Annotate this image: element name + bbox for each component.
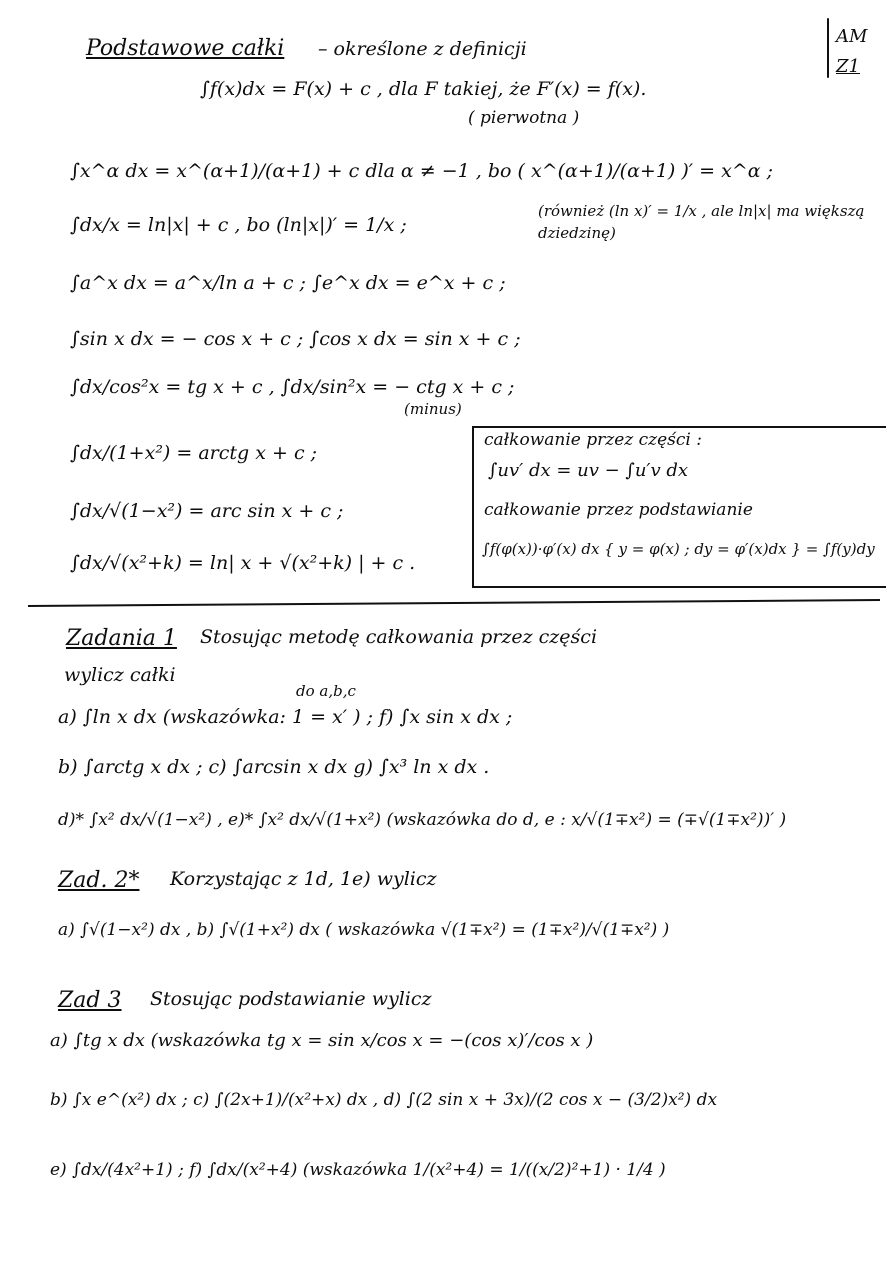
task2-line: a) ∫√(1−x²) dx , b) ∫√(1+x²) dx ( wskazówka √(1∓x²) = (1∓x²)/√(1∓x²) ): [58, 920, 670, 940]
task1-line-3: d)* ∫x² dx/√(1−x²) , e)* ∫x² dx/√(1+x²) (wskazówka do d, e : x/√(1∓x²) = (∓√(1∓x²))′ ): [58, 810, 787, 830]
task1-line-2: b) ∫arctg x dx ; c) ∫arcsin x dx g) ∫x³ ln x dx .: [58, 756, 490, 778]
section-title: Podstawowe całki: [86, 36, 285, 61]
subst-formula: ∫f(φ(x))·φ′(x) dx { y = φ(x) ; dy = φ′(x)dx } = ∫f(y)dy: [482, 540, 875, 558]
formula-arcsin: ∫dx/√(1−x²) = arc sin x + c ;: [70, 500, 344, 522]
formula-arctg: ∫dx/(1+x²) = arctg x + c ;: [70, 442, 318, 464]
minus-note: (minus): [404, 400, 462, 418]
definition-note: ( pierwotna ): [468, 108, 580, 128]
task3-line-2: b) ∫x e^(x²) dx ; c) ∫(2x+1)/(x²+x) dx , d) ∫(2 sin x + 3x)/(2 cos x − (3/2)x²) dx: [50, 1090, 718, 1110]
task2-intro: Korzystając z 1d, 1e) wylicz: [170, 868, 437, 890]
subst-title: całkowanie przez podstawianie: [484, 500, 753, 520]
formula-sin-cos: ∫sin x dx = − cos x + c ; ∫cos x dx = sin x + c ;: [70, 328, 521, 350]
task1-intro: Stosując metodę całkowania przez części: [200, 626, 598, 648]
formula-power: ∫x^α dx = x^(α+1)/(α+1) + c dla α ≠ −1 , bo ( x^(α+1)/(α+1) )′ = x^α ;: [70, 160, 774, 182]
task1-line-1: a) ∫ln x dx (wskazówka: 1 = x′ ) ; f) ∫x sin x dx ;: [58, 706, 513, 728]
definition: ∫f(x)dx = F(x) + c , dla F takiej, że F′(x) = f(x).: [200, 78, 647, 100]
formula-tg-ctg: ∫dx/cos²x = tg x + c , ∫dx/sin²x = − ctg x + c ;: [70, 376, 515, 398]
parts-formula: ∫uv′ dx = uv − ∫u′v dx: [488, 460, 689, 481]
formula-exponential: ∫a^x dx = a^x/ln a + c ; ∫e^x dx = e^x + c ;: [70, 272, 506, 294]
task3-line-1: a) ∫tg x dx (wskazówka tg x = sin x/cos x = −(cos x)′/cos x ): [50, 1030, 594, 1051]
formula-reciprocal: ∫dx/x = ln|x| + c , bo (ln|x|)′ = 1/x ;: [70, 214, 407, 236]
task2-title: Zad. 2*: [58, 868, 140, 893]
ln-domain-note: (również (ln x)′ = 1/x , ale ln|x| ma większą dziedzinę): [538, 202, 865, 242]
section-divider: [28, 599, 880, 607]
task3-line-3: e) ∫dx/(4x²+1) ; f) ∫dx/(x²+4) (wskazówka 1/(x²+4) = 1/((x/2)²+1) · 1/4 ): [50, 1160, 666, 1180]
parts-title: całkowanie przez części :: [484, 430, 702, 450]
formula-ln-sqrt: ∫dx/√(x²+k) = ln| x + √(x²+k) | + c .: [70, 552, 416, 574]
task1-hint-scope: do a,b,c: [296, 682, 356, 700]
sheet-number: Z1: [836, 56, 860, 77]
section-subtitle: – określone z definicji: [318, 38, 527, 60]
course-code: AM: [836, 26, 868, 47]
task1-title: Zadania 1: [66, 626, 177, 651]
task1-intro2: wylicz całki: [64, 664, 176, 686]
sheet-label-bracket: [827, 18, 829, 78]
task3-title: Zad 3: [58, 988, 122, 1013]
task3-intro: Stosując podstawianie wylicz: [150, 988, 432, 1010]
sheet-label: [836, 22, 867, 82]
